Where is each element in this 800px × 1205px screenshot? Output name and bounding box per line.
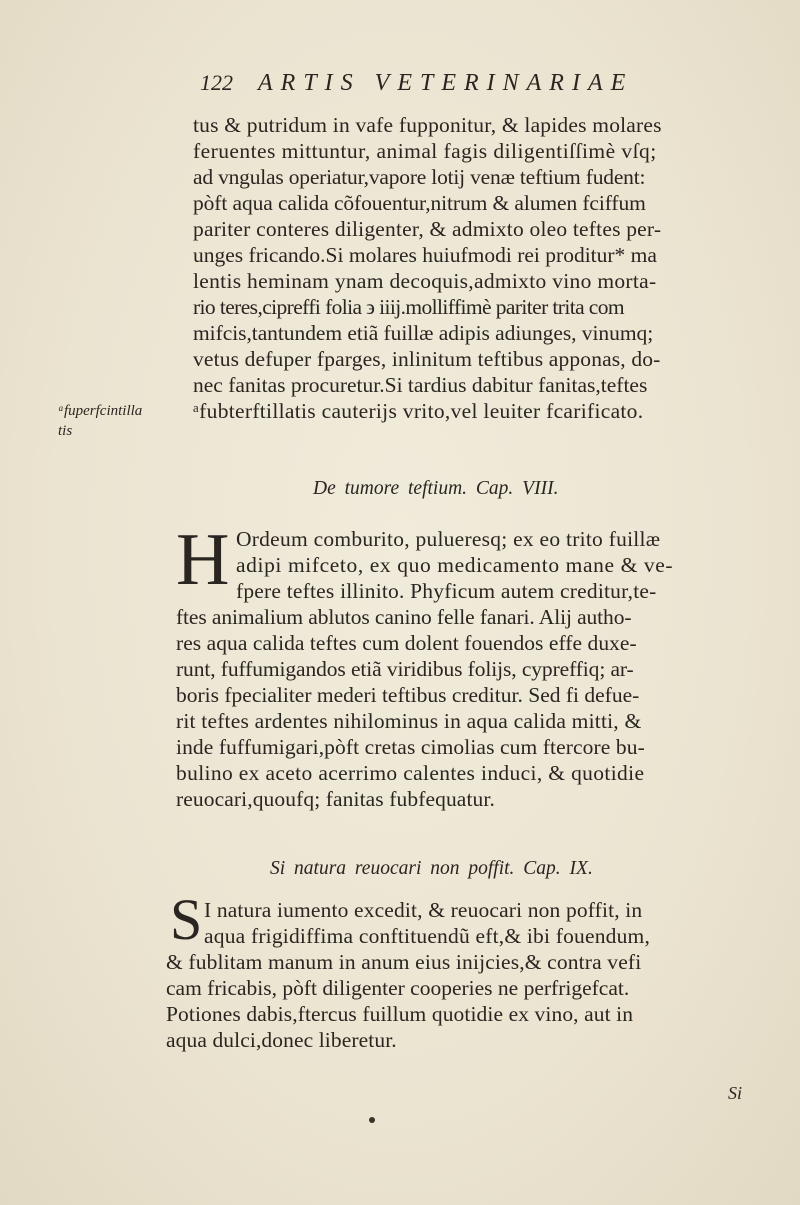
text-line: rio teres,cipreffi folia ϶ iiij.molliffimè pariter trita com (193, 295, 625, 319)
text-line: unges fricando.Si molares huiufmodi rei proditur* ma (193, 243, 657, 267)
text-line: bulino ex aceto acerrimo calentes induci, & quotidie (176, 761, 645, 785)
text-line: ᵃfubterftillatis cauterijs vrito,vel leuiter fcarificato. (193, 399, 644, 423)
drop-cap: H (176, 519, 230, 601)
text-line: inde fuffumigari,pòft cretas cimolias cum ftercore bu- (176, 735, 645, 759)
chapter-heading: Si natura reuocari non poffit. Cap. IX. (270, 858, 593, 879)
catchword: Si (728, 1083, 743, 1103)
text-line: aqua frigidiffima conftituendũ eft,& ibi fouendum, (204, 924, 651, 948)
margin-note: ᵃfuperfcintilla (58, 403, 143, 419)
text-line: nec fanitas procuretur.Si tardius dabitur fanitas,teftes (193, 373, 648, 397)
text-line: aqua dulci,donec liberetur. (166, 1028, 397, 1052)
page-header (0, 70, 800, 106)
text-line: lentis heminam ynam decoquis,admixto vino morta- (193, 269, 657, 293)
text-line: & fublitam manum in anum eius inijcies,& contra vefi (166, 950, 642, 974)
text-line: rit teftes ardentes nihilominus in aqua calida mitti, & (176, 709, 642, 733)
text-line: cam fricabis, pòft diligenter cooperies ne perfrigefcat. (166, 976, 630, 1000)
chapter-heading: De tumore teftium. Cap. VIII. (313, 478, 559, 499)
text-line: mifcis,tantundem etiã fuillæ adipis adiunges, vinumq; (193, 321, 654, 345)
text-line: feruentes mittuntur, animal fagis diligentiſſimè vſq; (193, 139, 657, 163)
text-line: reuocari,quoufq; fanitas fubfequatur. (176, 787, 495, 811)
text-line: pariter conteres diligenter, & admixto oleo teftes per- (193, 217, 662, 241)
text-line: tus & putridum in vafe fupponitur, & lapides molares (193, 113, 662, 137)
text-line: adipi mifceto, ex quo medicamento mane & ve- (236, 553, 674, 577)
text-line: res aqua calida teftes cum dolent fouendos effe duxe- (176, 631, 637, 655)
text-line: I natura iumento excedit, & reuocari non poffit, in (204, 898, 643, 922)
text-line: pòft aqua calida cõfouentur,nitrum & alumen fciffum (193, 191, 646, 215)
text-line: boris fpecialiter mederi teftibus creditur. Sed fi defue- (176, 683, 640, 707)
ink-dot (369, 1117, 375, 1123)
running-title: ARTIS VETERINARIAE (258, 70, 634, 96)
text-line: fpere teftes illinito. Phyficum autem creditur,te- (236, 579, 657, 603)
text-line: Ordeum comburito, pulueresq; ex eo trito fuillæ (236, 527, 661, 551)
drop-cap: S (170, 887, 203, 952)
text-line: runt, fuffumigandos etiã viridibus folijs, cypreffiq; ar- (176, 657, 634, 681)
text-line: Potiones dabis,ftercus fuillum quotidie ex vino, aut in (166, 1002, 634, 1026)
page-number: 122 (200, 70, 233, 95)
text-line: vetus defuper fparges, inlinitum teftibus apponas, do- (193, 347, 661, 371)
margin-note: tis (58, 423, 73, 439)
text-line: ftes animalium ablutos canino felle fanari. Alij autho- (176, 605, 632, 629)
text-line: ad vngulas operiatur,vapore lotij venæ teftium fudent: (193, 165, 646, 189)
